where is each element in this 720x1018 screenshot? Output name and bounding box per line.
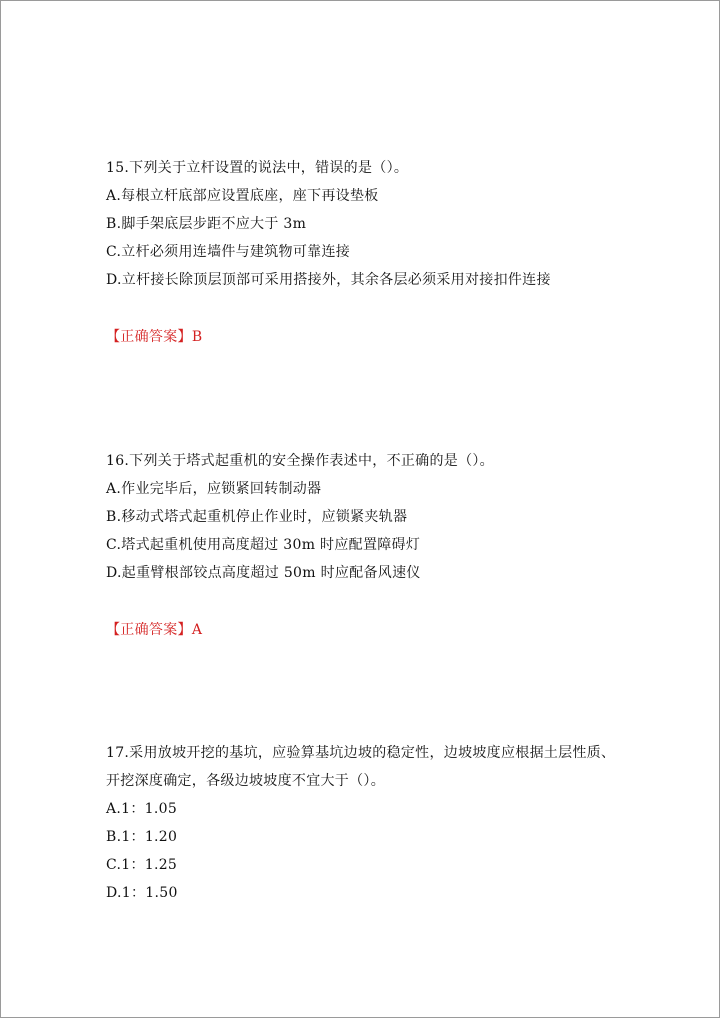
answer-value: B bbox=[191, 329, 203, 345]
question-15-stem: 15.下列关于立杆设置的说法中，错误的是（）。 bbox=[106, 160, 409, 176]
answer-value: A bbox=[191, 622, 203, 638]
question-16-answer bbox=[106, 620, 202, 640]
question-17-option-b: B.1：1.20 bbox=[106, 829, 178, 845]
question-17-option-a: A.1：1.05 bbox=[106, 801, 178, 817]
question-17-option-d: D.1：1.50 bbox=[106, 885, 178, 901]
question-16-option-b: B.移动式塔式起重机停止作业时，应锁紧夹轨器 bbox=[106, 509, 408, 525]
question-16-option-c: C.塔式起重机使用高度超过 30m 时应配置障碍灯 bbox=[106, 537, 421, 553]
question-17-option-c: C.1：1.25 bbox=[106, 857, 178, 873]
answer-label: 【正确答案】 bbox=[106, 622, 192, 638]
question-15-option-d: D.立杆接长除顶层顶部可采用搭接外，其余各层必须采用对接扣件连接 bbox=[106, 272, 551, 288]
question-16-option-a: A.作业完毕后，应锁紧回转制动器 bbox=[106, 481, 322, 497]
question-15-option-b: B.脚手架底层步距不应大于 3m bbox=[106, 216, 307, 232]
question-15-answer bbox=[106, 327, 202, 347]
question-16-option-d: D.起重臂根部铰点高度超过 50m 时应配备风速仪 bbox=[106, 565, 421, 581]
question-17-stem-line-1: 17.采用放坡开挖的基坑，应验算基坑边坡的稳定性，边坡坡度应根据土层性质、 bbox=[106, 745, 616, 761]
answer-label: 【正确答案】 bbox=[106, 329, 192, 345]
question-17-stem-line-2: 开挖深度确定，各级边坡坡度不宜大于（）。 bbox=[106, 773, 385, 789]
question-15-option-a: A.每根立杆底部应设置底座，座下再设垫板 bbox=[106, 188, 379, 204]
question-16-stem: 16.下列关于塔式起重机的安全操作表述中，不正确的是（）。 bbox=[106, 453, 494, 469]
question-15-option-c: C.立杆必须用连墙件与建筑物可靠连接 bbox=[106, 244, 351, 260]
